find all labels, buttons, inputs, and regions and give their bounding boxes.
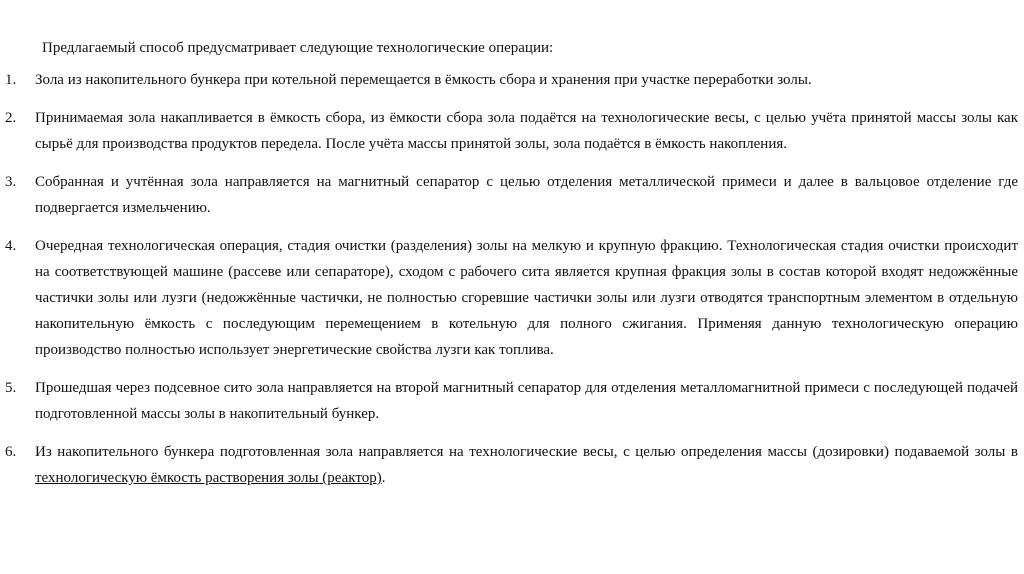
- list-item: [0, 105, 1018, 157]
- item-text: Прошедшая через подсевное сито зола направляется на второй магнитный сепаратор для отделения металломагнитной примеси с последующей подачей подготовленной массы золы в накопительный бункер.: [35, 380, 1018, 422]
- list-item: [0, 375, 1018, 427]
- item-number: 4.: [5, 238, 17, 254]
- item-text: Собранная и учтённая зола направляется на магнитный сепаратор с целью отделения металлической примеси и далее в вальцовое отделение где подвергается измельчению.: [35, 174, 1018, 216]
- item-number: 5.: [5, 380, 17, 396]
- item-number: 3.: [5, 174, 17, 190]
- item-text-before: Из накопительного бункера подготовленная зола направляется на технологические весы, с целью определения массы (дозировки) подаваемой золы в: [35, 444, 1018, 460]
- operations-list: [0, 67, 1018, 503]
- intro-text: Предлагаемый способ предусматривает следующие технологические операции:: [42, 40, 554, 56]
- item-text-after: .: [381, 470, 386, 486]
- reactor-link-text: технологическую ёмкость растворения золы (реактор): [35, 470, 382, 486]
- item-text: Принимаемая зола накапливается в ёмкость сбора, из ёмкости сбора зола подаётся на технологические весы, с целью учёта принятой массы золы как сырьё для производства продуктов передела. После учёта массы принятой золы, зола подаётся в ёмкость накопления.: [35, 110, 1018, 152]
- list-item: [0, 169, 1018, 221]
- item-number: 2.: [5, 110, 17, 126]
- item-text: Зола из накопительного бункера при котельной перемещается в ёмкость сбора и хранения при участке переработки золы.: [35, 72, 812, 88]
- item-text: Очередная технологическая операция, стадия очистки (разделения) золы на мелкую и крупную фракцию. Технологическая стадия очистки происходит на соответствующей машине (рассеве или сепараторе), сходом с рабочего сита является крупная фракция золы в состав которой входят недожжённые частички золы или лузги (недожжённые частички, не полностью сгоревшие частички золы или лузги отводятся транспортным элементом в отдельную накопительную ёмкость с последующим перемещением в котельную для полного сжигания. Применяя данную технологическую операцию производство полностью использует энергетические свойства лузги как топлива.: [35, 238, 1018, 358]
- item-number: 1.: [5, 72, 17, 88]
- list-item: [0, 233, 1018, 363]
- list-item: [0, 439, 1018, 491]
- item-number: 6.: [5, 444, 17, 460]
- list-item: [0, 67, 1018, 93]
